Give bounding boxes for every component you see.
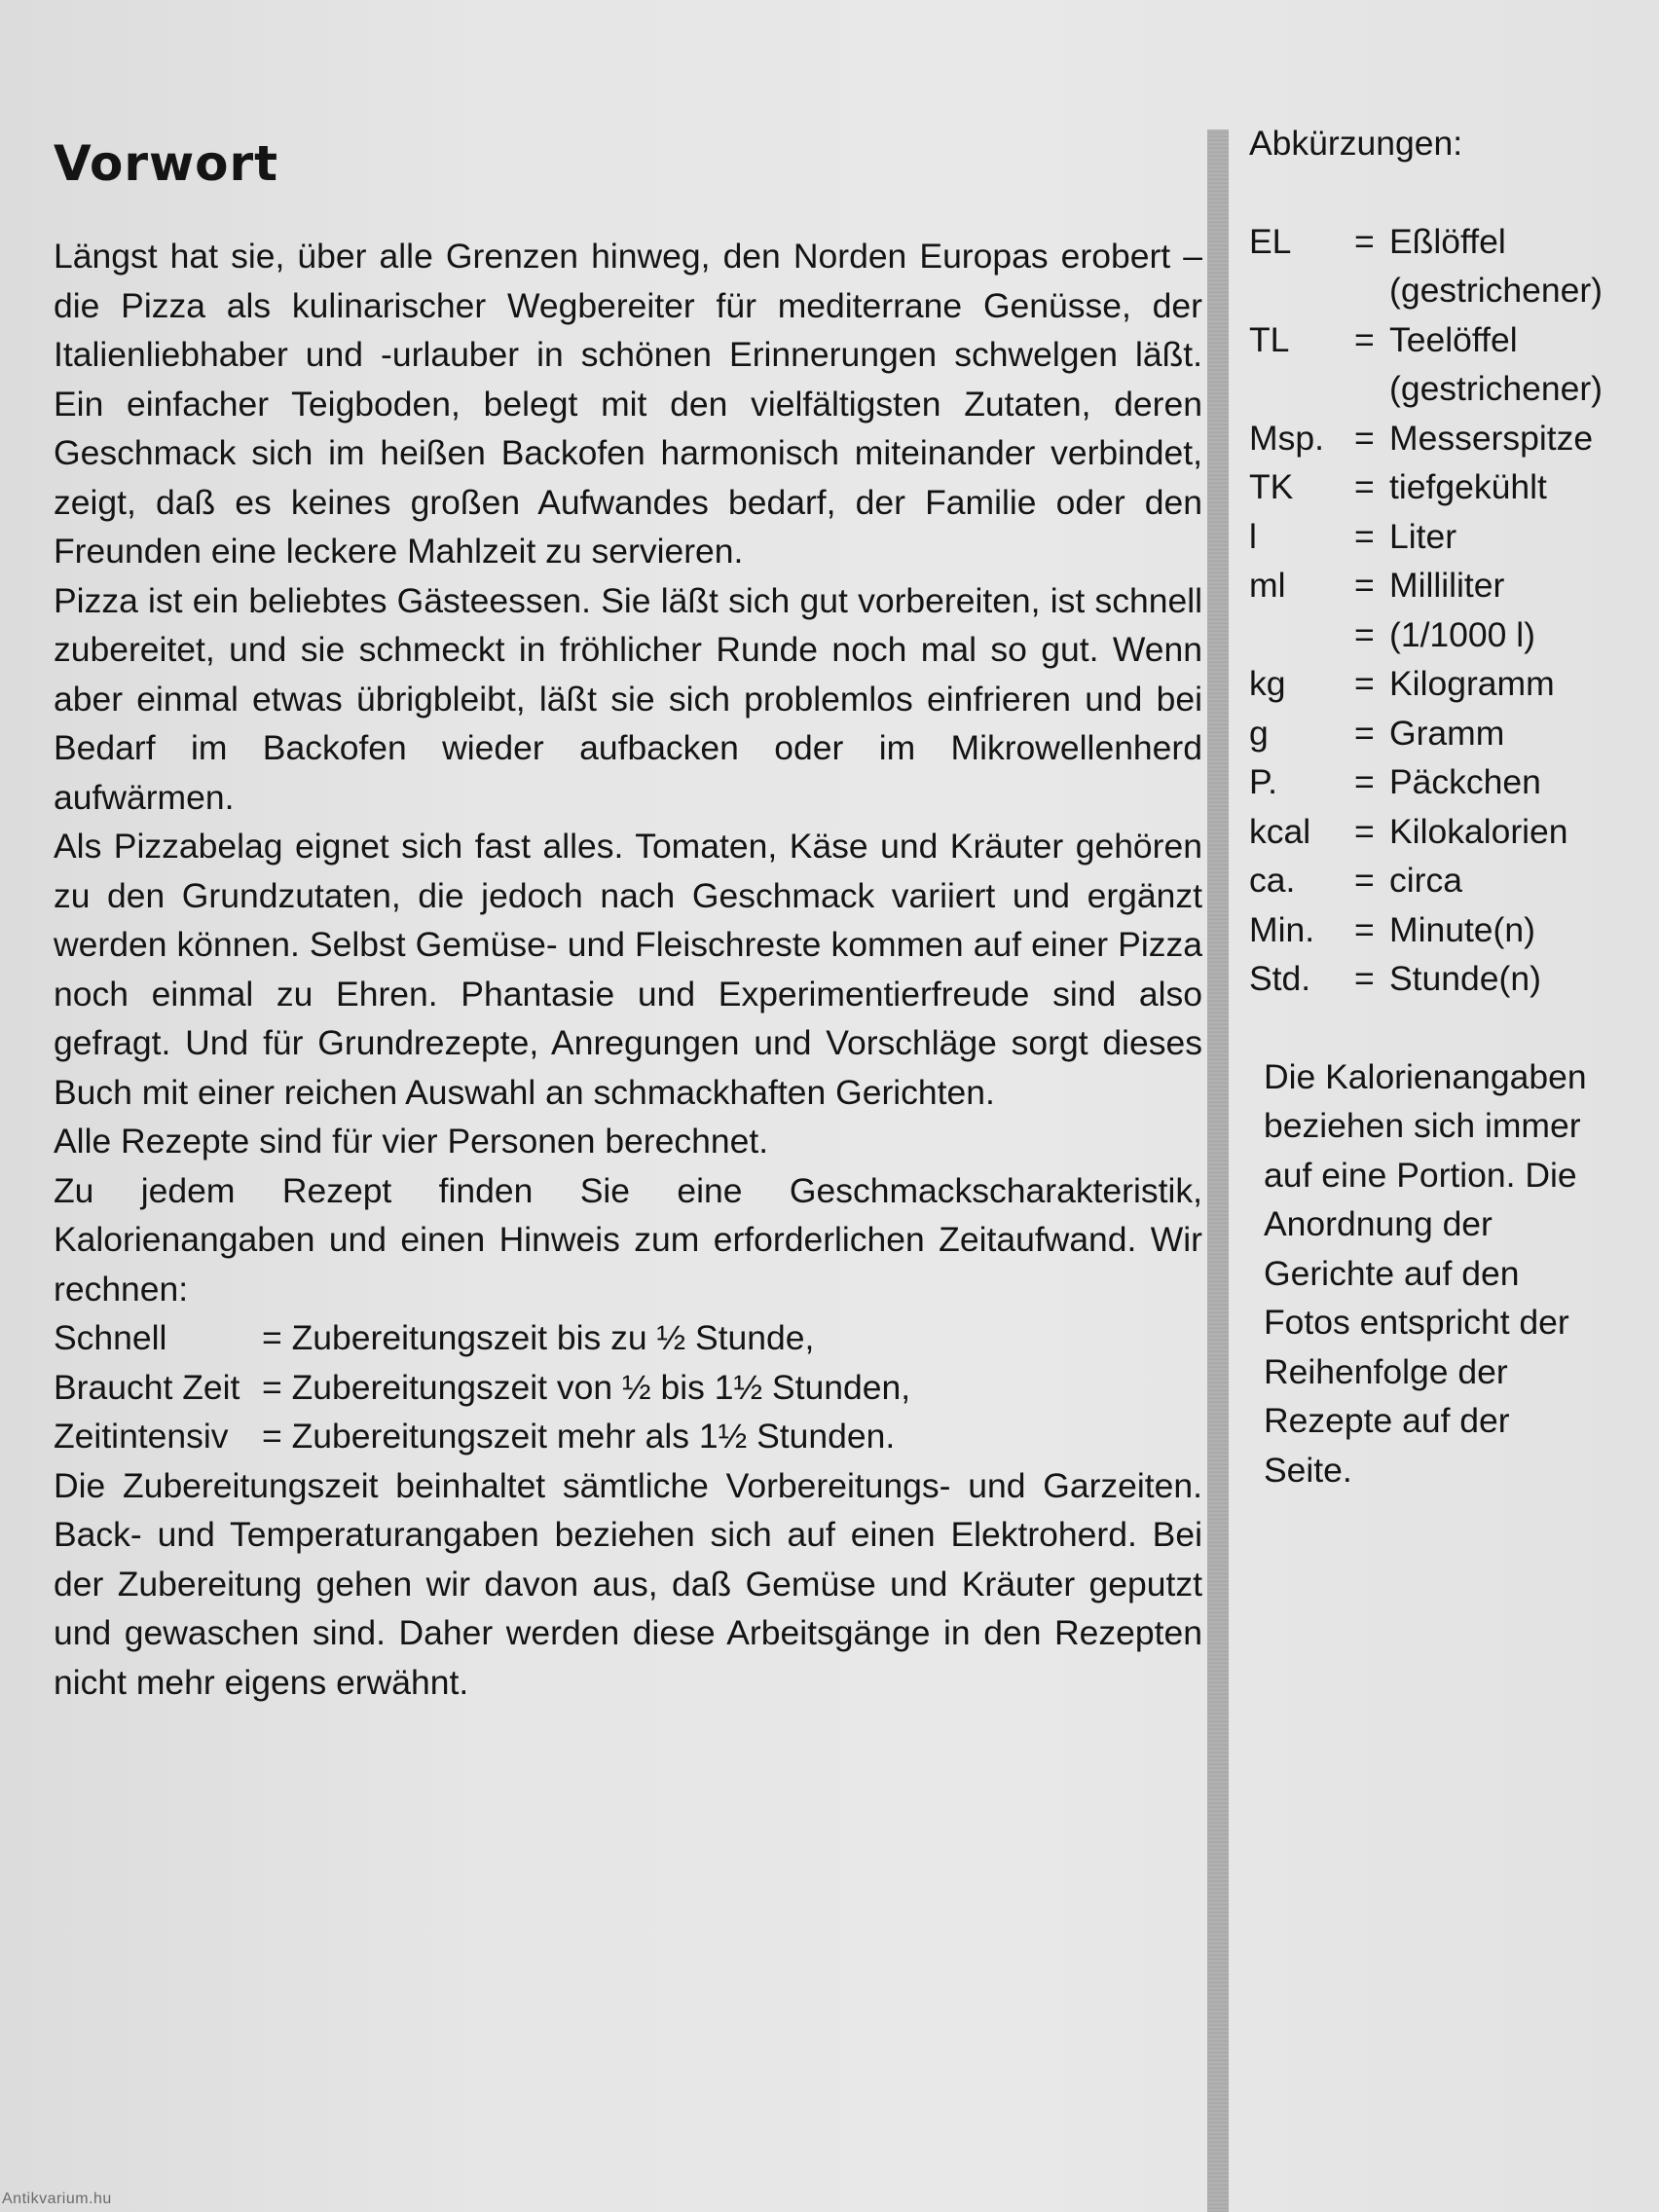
time-category-term: Zeitintensiv — [54, 1417, 229, 1456]
abbreviation-row — [1249, 954, 1639, 1004]
vertical-divider-bar — [1207, 129, 1229, 2212]
foreword-body — [54, 232, 1202, 1707]
abbreviation-definition: Kilogramm — [1389, 664, 1555, 703]
equals-sign: = — [1354, 221, 1375, 261]
abbreviation-term: TL — [1249, 319, 1290, 359]
paragraph-characteristics: Zu jedem Rezept finden Sie eine Geschmackscharakteristik, Kalorienangaben und einen Hinweis zum erforderlichen Zeitaufwand. Wir rechnen: — [54, 1170, 1202, 1309]
time-category-list — [54, 1313, 1202, 1461]
equals-sign: = — [1354, 762, 1375, 801]
abbreviation-row — [1249, 315, 1639, 414]
abbreviation-term: kg — [1249, 664, 1286, 703]
time-category-term: Braucht Zeit — [54, 1367, 240, 1407]
abbreviation-definition: tiefgekühlt — [1389, 467, 1547, 506]
abbreviation-definition: Kilokalorien — [1389, 811, 1568, 851]
abbreviation-definition: Minute(n) — [1389, 909, 1535, 949]
abbreviation-definition: (1/1000 l) — [1389, 614, 1535, 654]
abbreviation-row — [1249, 709, 1639, 758]
abbreviation-row — [1249, 757, 1639, 807]
abbreviation-row — [1249, 905, 1639, 955]
abbreviation-term: TK — [1249, 467, 1294, 506]
sidebar-title: Abkürzungen: — [1249, 124, 1463, 163]
equals-sign: = — [1354, 319, 1375, 359]
equals-sign: = — [1354, 614, 1375, 654]
time-category-definition: = Zubereitungszeit bis zu ½ Stunde, — [262, 1318, 815, 1357]
paragraph-guests: Pizza ist ein beliebtes Gästeessen. Sie läßt sich gut vorbereiten, ist schnell zubereitet, und sie schmeckt in fröhlicher Runde noch mal so gut. Wenn aber einmal etwas übrigbleibt, läßt sie sich problemlos einfrieren und bei Bedarf im Backofen wieder aufbacken oder im Mikrowellenherd aufwärmen. — [54, 580, 1202, 817]
abbreviation-term — [1249, 610, 1354, 660]
abbreviation-row — [1249, 414, 1639, 463]
abbreviation-definition: circa — [1389, 861, 1462, 900]
time-category-definition: = Zubereitungszeit mehr als 1½ Stunden. — [262, 1417, 896, 1456]
abbreviation-term: ca. — [1249, 861, 1296, 900]
abbreviation-row — [1249, 217, 1639, 315]
abbreviation-definition: Teelöffel (gestrichener) — [1389, 319, 1603, 408]
abbreviation-definition: Gramm — [1389, 713, 1505, 753]
time-category-term: Schnell — [54, 1318, 167, 1357]
abbreviation-term: g — [1249, 713, 1269, 753]
time-category-row — [54, 1412, 1202, 1461]
abbreviation-list — [1249, 217, 1639, 1004]
abbreviation-term: EL — [1249, 221, 1292, 261]
abbreviation-term: l — [1249, 516, 1257, 556]
equals-sign: = — [1354, 516, 1375, 556]
paragraph-preparation: Die Zubereitungszeit beinhaltet sämtliche Vorbereitungs- und Garzeiten. Back- und Temperaturangaben beziehen sich auf einen Elektroherd. Bei der Zubereitung gehen wir davon aus, daß Gemüse und Kräuter geputzt und gewaschen sind. Daher werden diese Arbeitsgänge in den Rezepten nicht mehr eigens erwähnt. — [54, 1465, 1202, 1702]
abbreviation-term: kcal — [1249, 811, 1311, 851]
abbreviation-definition: Liter — [1389, 516, 1457, 556]
abbreviation-sidebar — [1249, 119, 1639, 1494]
abbreviation-definition: Eßlöffel (gestrichener) — [1389, 221, 1603, 310]
equals-sign: = — [1354, 713, 1375, 753]
equals-sign: = — [1354, 861, 1375, 900]
abbreviation-row — [1249, 659, 1639, 709]
abbreviation-row — [1249, 610, 1639, 660]
equals-sign: = — [1354, 909, 1375, 949]
abbreviation-definition: Stunde(n) — [1389, 959, 1541, 998]
equals-sign: = — [1354, 959, 1375, 998]
time-category-row — [54, 1313, 1202, 1363]
abbreviation-term: P. — [1249, 762, 1277, 801]
paragraph-toppings: Als Pizzabelag eignet sich fast alles. Tomaten, Käse und Kräuter gehören zu den Grundzutaten, die jedoch nach Geschmack variiert und ergänzt werden können. Selbst Gemüse- und Fleischreste kommen auf einer Pizza noch einmal zu Ehren. Phantasie und Experimentierfreude sind also gefragt. Und für Grundrezepte, Anregungen und Vorschläge sorgt dieses Buch mit einer reichen Auswahl an schmackhaften Gerichten. — [54, 827, 1202, 1112]
time-category-row — [54, 1363, 1202, 1413]
abbreviation-row — [1249, 512, 1639, 562]
time-category-definition: = Zubereitungszeit von ½ bis 1½ Stunden, — [262, 1367, 911, 1407]
abbreviation-row — [1249, 462, 1639, 512]
abbreviation-definition: Messerspitze — [1389, 418, 1594, 458]
abbreviation-row — [1249, 856, 1639, 905]
equals-sign: = — [1354, 566, 1375, 605]
equals-sign: = — [1354, 467, 1375, 506]
watermark: Antikvarium.hu — [2, 2191, 112, 2207]
abbreviation-term: Min. — [1249, 909, 1315, 949]
abbreviation-term: ml — [1249, 566, 1286, 605]
abbreviation-term: Msp. — [1249, 418, 1324, 458]
abbreviation-row — [1249, 807, 1639, 857]
paragraph-servings: Alle Rezepte sind für vier Personen berechnet. — [54, 1122, 769, 1161]
calorie-note: Die Kalorienangaben beziehen sich immer auf eine Portion. Die Anordnung der Gerichte auf den Fotos entspricht der Reihenfolge der Rezepte auf der Seite. — [1264, 1056, 1587, 1490]
paragraph-intro: Längst hat sie, über alle Grenzen hinweg, den Norden Europas erobert – die Pizza als kulinarischer Wegbereiter für mediterrane Genüsse, der Italienliebhaber und -urlauber in schönen Erinnerungen schwelgen läßt. Ein einfacher Teigboden, belegt mit den vielfältigsten Zutaten, deren Geschmack sich im heißen Backofen harmonisch miteinander verbindet, zeigt, daß es keines großen Aufwandes bedarf, der Familie oder den Freunden eine leckere Mahlzeit zu servieren. — [54, 237, 1202, 571]
abbreviation-term: Std. — [1249, 959, 1311, 998]
page-title: Vorwort — [54, 135, 279, 192]
abbreviation-definition: Milliliter — [1389, 566, 1505, 605]
abbreviation-definition: Päckchen — [1389, 762, 1541, 801]
main-column — [54, 134, 1202, 1707]
equals-sign: = — [1354, 664, 1375, 703]
equals-sign: = — [1354, 811, 1375, 851]
abbreviation-row — [1249, 561, 1639, 610]
equals-sign: = — [1354, 418, 1375, 458]
